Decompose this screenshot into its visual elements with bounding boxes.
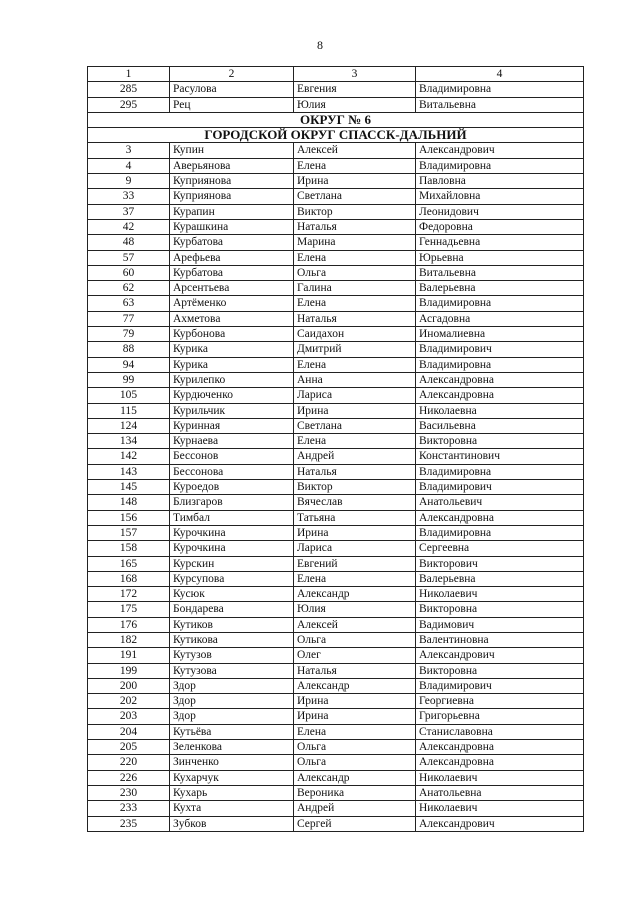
section-title: ОКРУГ № 6: [88, 112, 584, 127]
table-row: [88, 678, 584, 693]
section-subtitle-row: [88, 128, 584, 143]
cell-name: Дмитрий: [294, 342, 416, 357]
cell-patronymic: Николаевич: [416, 587, 584, 602]
cell-number: 165: [88, 556, 170, 571]
cell-number: 199: [88, 663, 170, 678]
cell-number: 205: [88, 740, 170, 755]
table-row: [88, 510, 584, 525]
table-row: [88, 82, 584, 97]
cell-patronymic: Валерьевна: [416, 281, 584, 296]
table-row: [88, 434, 584, 449]
table-row: [88, 311, 584, 326]
cell-number: 4: [88, 158, 170, 173]
cell-name: Вероника: [294, 785, 416, 800]
roster-table: [87, 66, 584, 832]
cell-patronymic: Иномалиевна: [416, 327, 584, 342]
cell-patronymic: Константинович: [416, 449, 584, 464]
cell-surname: Тимбал: [170, 510, 294, 525]
cell-surname: Аверьянова: [170, 158, 294, 173]
cell-patronymic: Александрович: [416, 648, 584, 663]
cell-number: 204: [88, 724, 170, 739]
cell-name: Алексей: [294, 143, 416, 158]
cell-patronymic: Григорьевна: [416, 709, 584, 724]
cell-surname: Курика: [170, 342, 294, 357]
section-subtitle: ГОРОДСКОЙ ОКРУГ СПАССК-ДАЛЬНИЙ: [88, 128, 584, 143]
cell-surname: Курбатова: [170, 235, 294, 250]
cell-surname: Курскин: [170, 556, 294, 571]
cell-name: Ирина: [294, 694, 416, 709]
cell-patronymic: Александровна: [416, 740, 584, 755]
cell-name: Елена: [294, 158, 416, 173]
table-row: [88, 449, 584, 464]
column-header-patronymic: 4: [416, 67, 584, 82]
cell-patronymic: Валентиновна: [416, 632, 584, 647]
cell-name: Ольга: [294, 632, 416, 647]
cell-name: Александр: [294, 770, 416, 785]
cell-number: 226: [88, 770, 170, 785]
cell-name: Елена: [294, 296, 416, 311]
cell-name: Юлия: [294, 97, 416, 112]
cell-patronymic: Федоровна: [416, 219, 584, 234]
cell-patronymic: Анатольевна: [416, 785, 584, 800]
table-row: [88, 525, 584, 540]
cell-surname: Курапин: [170, 204, 294, 219]
table-row: [88, 342, 584, 357]
cell-surname: Кусюк: [170, 587, 294, 602]
cell-surname: Курнаева: [170, 434, 294, 449]
cell-patronymic: Александрович: [416, 143, 584, 158]
cell-number: 3: [88, 143, 170, 158]
cell-number: 134: [88, 434, 170, 449]
table-row: [88, 388, 584, 403]
cell-patronymic: Асгадовна: [416, 311, 584, 326]
cell-patronymic: Александровна: [416, 755, 584, 770]
cell-name: Елена: [294, 250, 416, 265]
cell-patronymic: Владимировна: [416, 464, 584, 479]
table-row: [88, 663, 584, 678]
table-row: [88, 327, 584, 342]
cell-surname: Бондарева: [170, 602, 294, 617]
cell-surname: Бессонов: [170, 449, 294, 464]
cell-name: Елена: [294, 434, 416, 449]
cell-name: Светлана: [294, 189, 416, 204]
table-row: [88, 372, 584, 387]
table-row: [88, 480, 584, 495]
cell-patronymic: Владимирович: [416, 480, 584, 495]
table-row: [88, 235, 584, 250]
cell-surname: Курдюченко: [170, 388, 294, 403]
table-row: [88, 204, 584, 219]
cell-name: Елена: [294, 571, 416, 586]
cell-surname: Курика: [170, 357, 294, 372]
cell-patronymic: Анатольевич: [416, 495, 584, 510]
cell-name: Елена: [294, 357, 416, 372]
table-row: [88, 281, 584, 296]
cell-number: 203: [88, 709, 170, 724]
cell-patronymic: Владимировна: [416, 357, 584, 372]
cell-name: Лариса: [294, 388, 416, 403]
table-row: [88, 801, 584, 816]
table-row: [88, 724, 584, 739]
table-row: [88, 403, 584, 418]
cell-patronymic: Станиславовна: [416, 724, 584, 739]
cell-number: 77: [88, 311, 170, 326]
cell-patronymic: Викторович: [416, 556, 584, 571]
cell-name: Олег: [294, 648, 416, 663]
cell-number: 48: [88, 235, 170, 250]
cell-surname: Ахметова: [170, 311, 294, 326]
table-row: [88, 143, 584, 158]
cell-surname: Курбонова: [170, 327, 294, 342]
cell-name: Марина: [294, 235, 416, 250]
cell-patronymic: Владимирович: [416, 678, 584, 693]
cell-patronymic: Юрьевна: [416, 250, 584, 265]
cell-name: Ольга: [294, 740, 416, 755]
table-row: [88, 174, 584, 189]
page-number: 8: [317, 38, 323, 52]
cell-number: 33: [88, 189, 170, 204]
cell-name: Сергей: [294, 816, 416, 831]
cell-name: Саидахон: [294, 327, 416, 342]
cell-name: Евгения: [294, 82, 416, 97]
cell-name: Галина: [294, 281, 416, 296]
table-row: [88, 219, 584, 234]
cell-name: Александр: [294, 678, 416, 693]
cell-surname: Близгаров: [170, 495, 294, 510]
cell-patronymic: Александровна: [416, 388, 584, 403]
cell-patronymic: Владимирович: [416, 342, 584, 357]
cell-patronymic: Владимировна: [416, 158, 584, 173]
cell-name: Елена: [294, 724, 416, 739]
cell-surname: Курилепко: [170, 372, 294, 387]
cell-patronymic: Викторовна: [416, 663, 584, 678]
cell-number: 148: [88, 495, 170, 510]
cell-number: 175: [88, 602, 170, 617]
cell-number: 233: [88, 801, 170, 816]
header-row: [88, 67, 584, 82]
cell-number: 182: [88, 632, 170, 647]
cell-surname: Арсентьева: [170, 281, 294, 296]
cell-number: 60: [88, 265, 170, 280]
cell-patronymic: Александровна: [416, 372, 584, 387]
cell-name: Наталья: [294, 311, 416, 326]
cell-name: Виктор: [294, 204, 416, 219]
cell-name: Алексей: [294, 617, 416, 632]
cell-number: 200: [88, 678, 170, 693]
cell-patronymic: Викторовна: [416, 602, 584, 617]
table-row: [88, 571, 584, 586]
column-header-name: 3: [294, 67, 416, 82]
cell-name: Светлана: [294, 418, 416, 433]
cell-number: 295: [88, 97, 170, 112]
table-row: [88, 556, 584, 571]
cell-surname: Артёменко: [170, 296, 294, 311]
table-row: [88, 541, 584, 556]
cell-number: 172: [88, 587, 170, 602]
cell-patronymic: Александровна: [416, 510, 584, 525]
cell-patronymic: Витальевна: [416, 265, 584, 280]
cell-surname: Курбатова: [170, 265, 294, 280]
cell-surname: Купин: [170, 143, 294, 158]
table-row: [88, 250, 584, 265]
cell-surname: Кутиков: [170, 617, 294, 632]
table-row: [88, 158, 584, 173]
table-row: [88, 296, 584, 311]
cell-number: 156: [88, 510, 170, 525]
cell-number: 99: [88, 372, 170, 387]
cell-name: Вячеслав: [294, 495, 416, 510]
cell-number: 230: [88, 785, 170, 800]
cell-surname: Расулова: [170, 82, 294, 97]
cell-patronymic: Сергеевна: [416, 541, 584, 556]
cell-name: Ирина: [294, 174, 416, 189]
cell-number: 63: [88, 296, 170, 311]
cell-number: 285: [88, 82, 170, 97]
cell-number: 158: [88, 541, 170, 556]
cell-surname: Курочкина: [170, 525, 294, 540]
cell-patronymic: Вадимович: [416, 617, 584, 632]
cell-name: Андрей: [294, 801, 416, 816]
cell-number: 94: [88, 357, 170, 372]
cell-number: 62: [88, 281, 170, 296]
cell-number: 202: [88, 694, 170, 709]
cell-surname: Кухта: [170, 801, 294, 816]
table-row: [88, 785, 584, 800]
section-title-row: [88, 112, 584, 127]
cell-number: 142: [88, 449, 170, 464]
cell-name: Ирина: [294, 525, 416, 540]
cell-surname: Кутьёва: [170, 724, 294, 739]
cell-patronymic: Валерьевна: [416, 571, 584, 586]
cell-surname: Здор: [170, 709, 294, 724]
cell-number: 79: [88, 327, 170, 342]
cell-name: Ольга: [294, 755, 416, 770]
cell-number: 191: [88, 648, 170, 663]
cell-surname: Курильчик: [170, 403, 294, 418]
cell-number: 105: [88, 388, 170, 403]
cell-surname: Кутузова: [170, 663, 294, 678]
cell-name: Александр: [294, 587, 416, 602]
table-row: [88, 740, 584, 755]
cell-number: 145: [88, 480, 170, 495]
cell-number: 143: [88, 464, 170, 479]
cell-surname: Куроедов: [170, 480, 294, 495]
cell-patronymic: Викторовна: [416, 434, 584, 449]
table-row: [88, 189, 584, 204]
cell-patronymic: Павловна: [416, 174, 584, 189]
cell-patronymic: Владимировна: [416, 82, 584, 97]
cell-name: Татьяна: [294, 510, 416, 525]
cell-patronymic: Леонидович: [416, 204, 584, 219]
cell-surname: Кухарь: [170, 785, 294, 800]
cell-surname: Здор: [170, 678, 294, 693]
cell-patronymic: Васильевна: [416, 418, 584, 433]
cell-name: Ольга: [294, 265, 416, 280]
table-row: [88, 816, 584, 831]
cell-number: 57: [88, 250, 170, 265]
cell-patronymic: Николаевна: [416, 403, 584, 418]
cell-number: 9: [88, 174, 170, 189]
column-header-surname: 2: [170, 67, 294, 82]
cell-patronymic: Николаевич: [416, 801, 584, 816]
cell-number: 124: [88, 418, 170, 433]
table-row: [88, 617, 584, 632]
cell-surname: Куринная: [170, 418, 294, 433]
table-row: [88, 464, 584, 479]
cell-patronymic: Витальевна: [416, 97, 584, 112]
cell-name: Наталья: [294, 464, 416, 479]
cell-surname: Курочкина: [170, 541, 294, 556]
cell-surname: Здор: [170, 694, 294, 709]
cell-surname: Курсупова: [170, 571, 294, 586]
cell-name: Ирина: [294, 403, 416, 418]
table-row: [88, 587, 584, 602]
cell-surname: Рец: [170, 97, 294, 112]
cell-patronymic: Геннадьевна: [416, 235, 584, 250]
table-row: [88, 495, 584, 510]
table-row: [88, 418, 584, 433]
cell-number: 37: [88, 204, 170, 219]
cell-patronymic: Николаевич: [416, 770, 584, 785]
cell-name: Виктор: [294, 480, 416, 495]
cell-surname: Курашкина: [170, 219, 294, 234]
table-row: [88, 602, 584, 617]
cell-number: 168: [88, 571, 170, 586]
table-row: [88, 265, 584, 280]
cell-name: Юлия: [294, 602, 416, 617]
cell-number: 176: [88, 617, 170, 632]
cell-surname: Кухарчук: [170, 770, 294, 785]
cell-patronymic: Александрович: [416, 816, 584, 831]
table-row: [88, 648, 584, 663]
cell-surname: Зинченко: [170, 755, 294, 770]
cell-patronymic: Владимировна: [416, 525, 584, 540]
cell-surname: Арефьева: [170, 250, 294, 265]
cell-surname: Куприянова: [170, 189, 294, 204]
cell-number: 115: [88, 403, 170, 418]
cell-patronymic: Георгиевна: [416, 694, 584, 709]
table-row: [88, 755, 584, 770]
cell-surname: Бессонова: [170, 464, 294, 479]
cell-name: Наталья: [294, 663, 416, 678]
cell-surname: Кутузов: [170, 648, 294, 663]
cell-patronymic: Владимировна: [416, 296, 584, 311]
cell-name: Наталья: [294, 219, 416, 234]
cell-surname: Куприянова: [170, 174, 294, 189]
table-row: [88, 709, 584, 724]
cell-number: 220: [88, 755, 170, 770]
cell-number: 42: [88, 219, 170, 234]
table-row: [88, 770, 584, 785]
table-row: [88, 694, 584, 709]
cell-name: Ирина: [294, 709, 416, 724]
cell-patronymic: Михайловна: [416, 189, 584, 204]
cell-number: 157: [88, 525, 170, 540]
column-header-number: 1: [88, 67, 170, 82]
cell-name: Евгений: [294, 556, 416, 571]
cell-name: Лариса: [294, 541, 416, 556]
table-row: [88, 97, 584, 112]
cell-number: 235: [88, 816, 170, 831]
cell-name: Анна: [294, 372, 416, 387]
roster-body: [88, 67, 584, 832]
cell-name: Андрей: [294, 449, 416, 464]
cell-surname: Кутикова: [170, 632, 294, 647]
cell-number: 88: [88, 342, 170, 357]
table-row: [88, 632, 584, 647]
cell-surname: Зеленкова: [170, 740, 294, 755]
table-row: [88, 357, 584, 372]
cell-surname: Зубков: [170, 816, 294, 831]
